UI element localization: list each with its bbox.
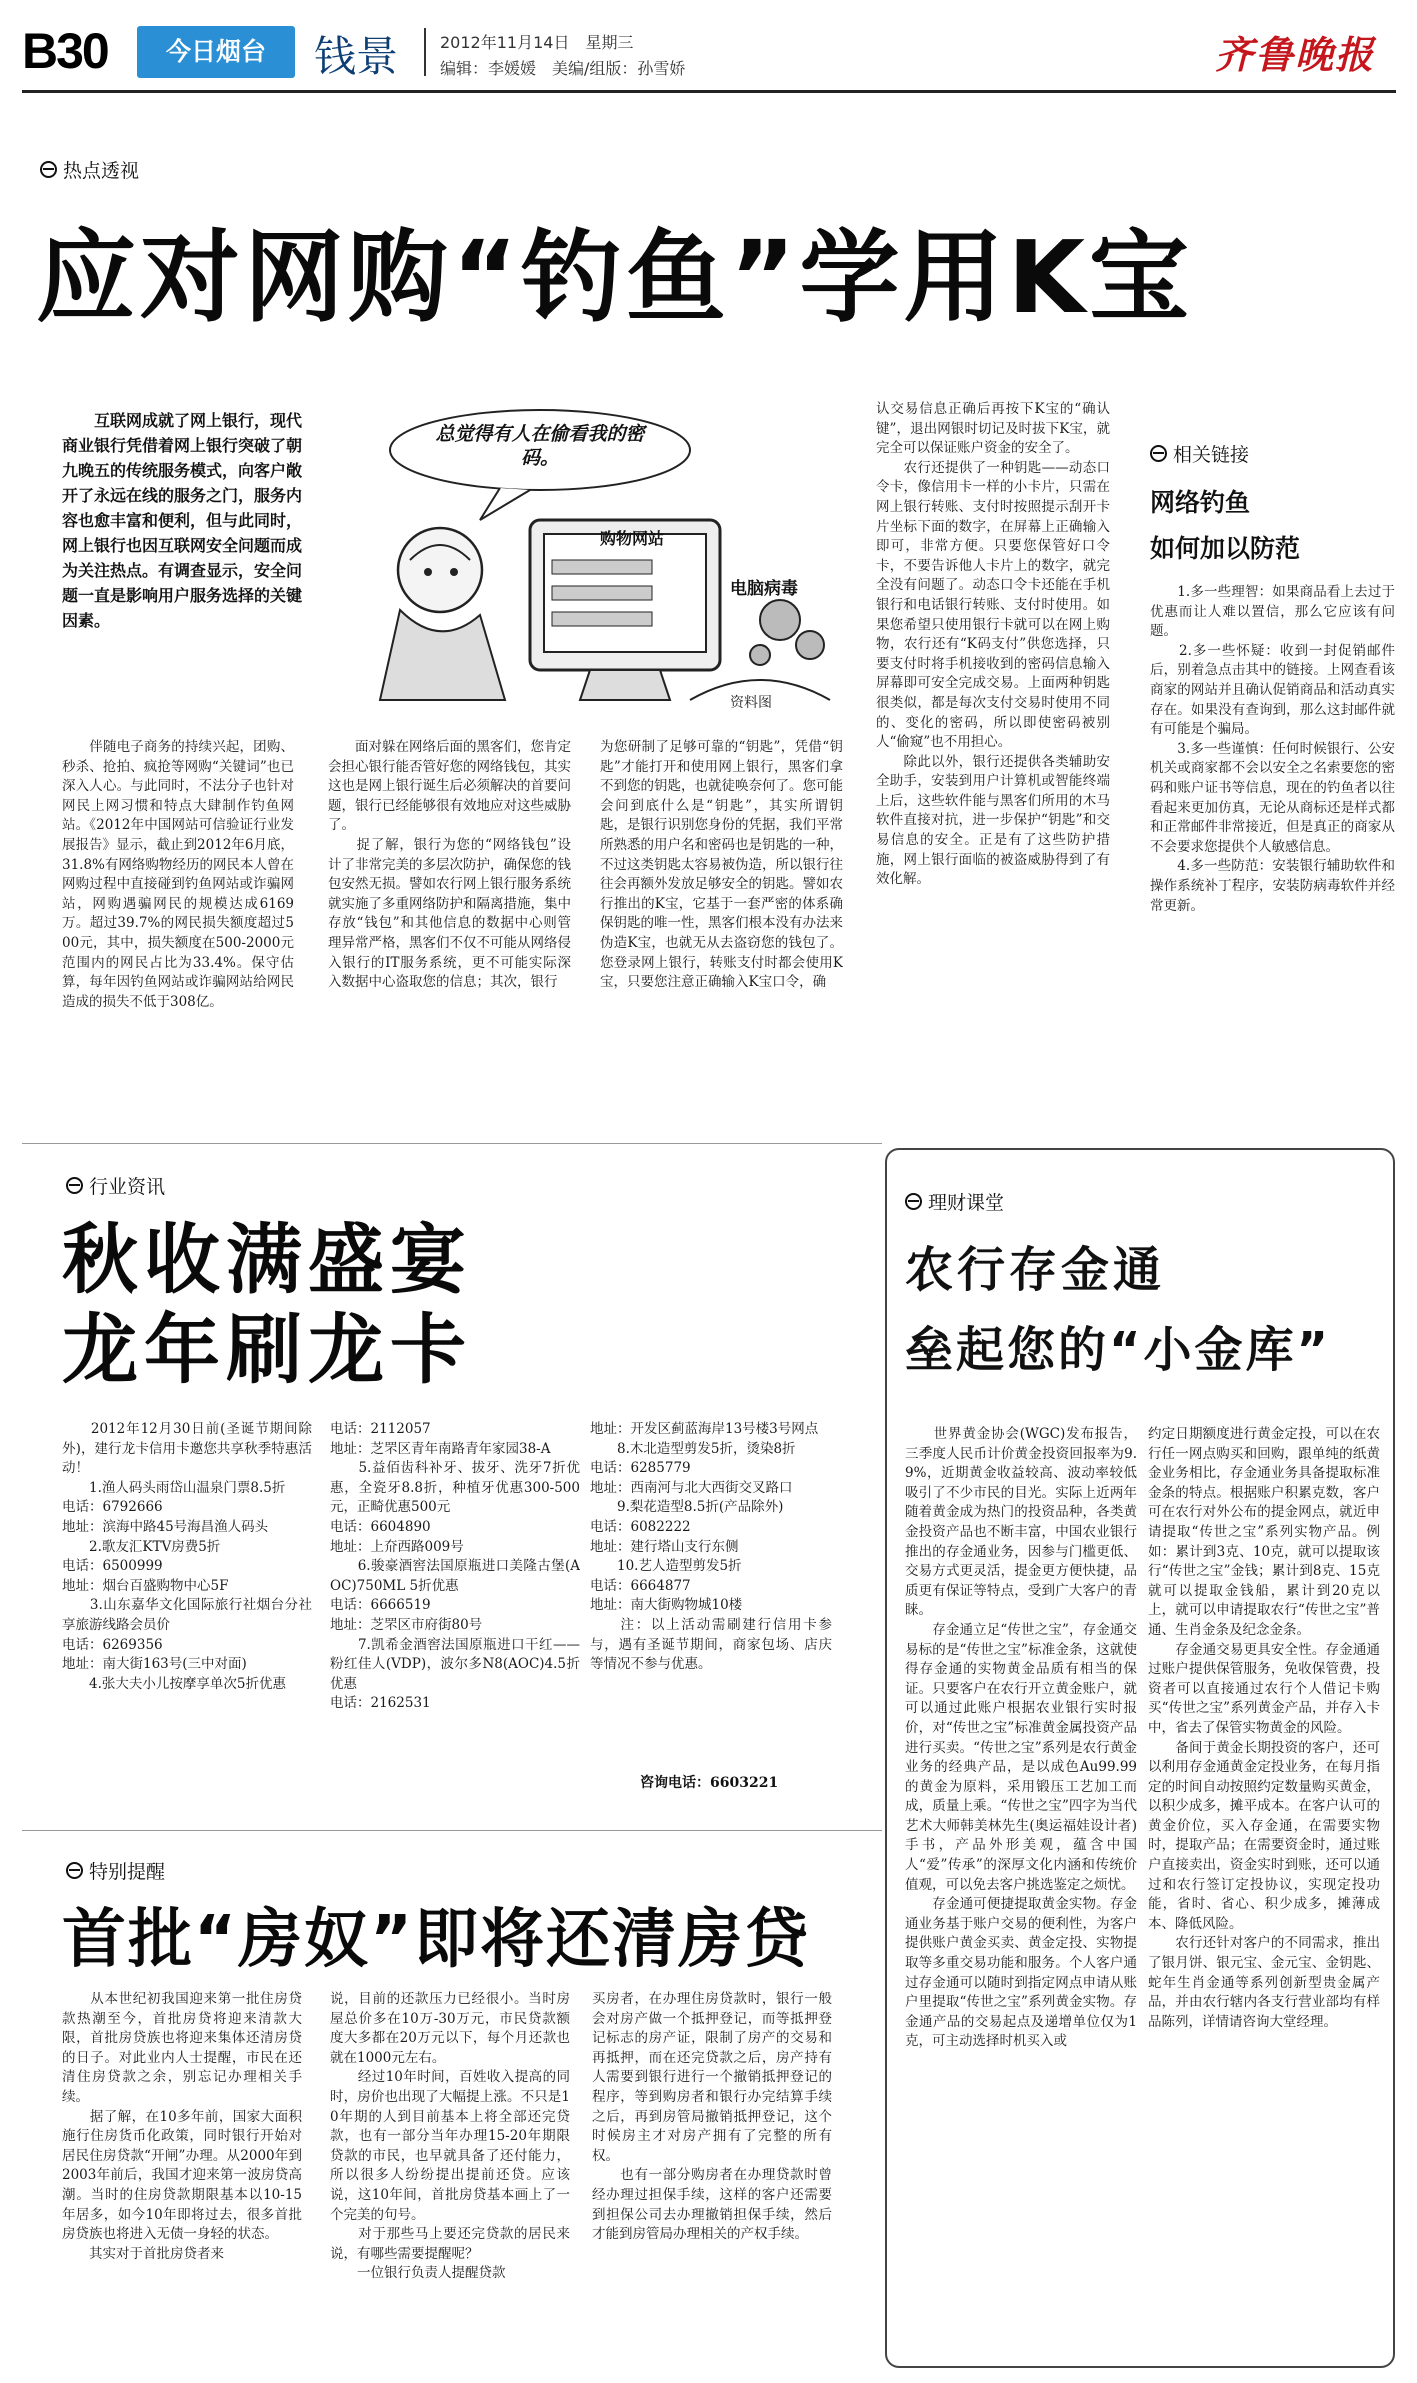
- headline-gold-1: 农行存金通: [905, 1242, 1166, 1298]
- editors-line: 编辑：李媛媛 美编/组版：孙雪娇: [440, 59, 686, 78]
- section-bullet-icon: [66, 1177, 83, 1194]
- section-label-text: 行业资讯: [89, 1176, 166, 1198]
- article2-col3: 地址：开发区蓟蓝海岸13号楼3号网点 8.木北造型剪发5折，烫染8折 电话：6285779 地址：西南河与北大西街交叉路口 9.梨花造型8.5折(产品除外) 电话：6082222 地址：建行塔山支行东侧 10.艺人造型剪发5折 电话：6664877 地址：南大街购物城10楼 注：以上活动需刷建行信用卡参与，遇有圣诞节期间，商家包场、店庆等情况不参与优惠。: [590, 1421, 832, 1673]
- section-bullet-icon: [905, 1193, 922, 1210]
- page-header: [0, 0, 1417, 95]
- article1-col-top3: 认交易信息正确后再按下K宝的“确认键”，退出网银时切记及时拔下K宝，就完全可以保证账户资金的安全了。 农行还提供了一种钥匙——动态口令卡，像信用卡一样的小卡片，只需在网上银行转账、支付时按照提示刮开卡片坐标下面的数字，在屏幕上正确输入即可，非常方便。只要您保管好口令卡，不要告诉他人卡片上的数字，就完全没有问题了。动态口令卡还能在手机银行和电话银行转账、支付时使用。如果您希望只使用银行卡就可以在网上购物，农行还有“K码支付”供您选择，只要支付时将手机接收到的密码信息输入屏幕即可安全完成交易。上面两种钥匙很类似，都是每次支付交易时使用不同的、变化的密码，所以即使密码被别人“偷窥”也不用担心。 除此以外，银行还提供各类辅助安全助手，安装到用户计算机或智能终端上后，这些软件能与黑客们所用的木马软件直接对抗，进一步保护“钥匙”和交易信息的安全。正是有了这些防护措施，网上银行面临的被盗威胁得到了有效化解。: [876, 401, 1110, 888]
- article1-bottom-rule: [22, 1143, 882, 1144]
- issue-date: 2012年11月14日 星期三: [440, 33, 634, 52]
- article1-col2: 面对躲在网络后面的黑客们，您肯定会担心银行能否管好您的网络钱包，其实这也是网上银行诞生后必须解决的首要问题，银行已经能够很有效地应对这些威胁了。 捉了解，银行为您的“网络钱包”设计了非常完美的多层次防护，确保您的钱包安然无损。譬如农行网上银行服务系统就实施了多重网络防护和隔离措施，集中存放“钱包”和其他信息的数据中心则管理异常严格，黑客们不仅不可能从网络侵入银行的IT服务系统，更不可能实际深入数据中心盗取您的信息；其次，银行: [328, 739, 571, 991]
- article2-bottom-rule: [22, 1830, 882, 1831]
- headline-mortgage: 首批“房奴”即将还清房贷: [62, 1903, 811, 1977]
- header-rule: [22, 90, 1396, 93]
- headline-gold-2: 垒起您的“小金库”: [905, 1322, 1332, 1378]
- cartoon-virus-text: 电脑病毒: [730, 579, 798, 599]
- sidebar-section-label: [1150, 440, 1395, 467]
- section-label-hot: [40, 156, 139, 183]
- article1-col1: 伴随电子商务的持续兴起，团购、秒杀、抢拍、疯抢等网购“关键词”也已深入人心。与此同时，不法分子也针对网民上网习惯和特点大肆制作钓鱼网站。《2012年中国网站可信验证行业发展报告》显示，截止到2012年6月底，31.8%有网络购物经历的网民本人曾在网购过程中直接碰到钓鱼网站或诈骗网站，网购遇骗网民的规模达成6169万。超过39.7%的网民损失额度超过500元，其中，损失额度在500-2000元范围内的网民占比为33.4%。保守估算，每年因钓鱼网站或诈骗网站给网民造成的损失不低于308亿。: [62, 739, 294, 1010]
- sidebar-related-links: [1150, 440, 1395, 1130]
- headline-autumn-1: 秋收满盛宴: [62, 1215, 472, 1304]
- sidebar-body: 1.多一些理智：如果商品看上去过于优惠而让人难以置信，那么它应该有问题。 2.多一些怀疑：收到一封促销邮件后，别着急点击其中的链接。上网查看该商家的网站并且确认促销商品和活动真实存在。如果没有查询到，那么这封邮件就有可能是个骗局。 3.多一些谨慎：任何时候银行、公安机关或商家都不会以安全之名索要您的密码和账户证书等信息，现在的钓鱼者以往看起来更加仿真，无论从商标还是样式都和正常邮件非常接近，但是真正的商家从不会要求您提供个人敏感信息。 4.多一些防范：安装银行辅助软件和操作系统补丁程序，安装防病毒软件并经常更新。: [1150, 584, 1395, 914]
- article2-contact: 咨询电话：6603221: [640, 1775, 779, 1791]
- sidebar-title-1: 网络钓鱼: [1150, 488, 1251, 517]
- cartoon-bubble-text: 总觉得有人在偷看我的密码。: [435, 423, 645, 469]
- article4-col1: 从本世纪初我国迎来第一批住房贷款热潮至今，首批房贷将迎来清款大限，首批房贷族也将迎来集体还清房贷的日子。对此业内人士提醒，市民在还清住房贷款之余，别忘记办理相关手续。 据了解，在10多年前，国家大面积施行住房货币化政策，同时银行开始对居民住房贷款“开闸”办理。从2000年到2003年前后，我国才迎来第一波房贷高潮。当时的住房贷款期限基本以10-15年居多，如今10年即将过去，很多首批房贷族也将进入无债一身轻的状态。 其实对于首批房贷者来: [62, 1991, 302, 2262]
- column-name: 钱景: [314, 32, 399, 81]
- section-label-industry: [66, 1172, 165, 1199]
- article3-col1: 世界黄金协会(WGC)发布报告，三季度人民币计价黄金投资回报率为9.9%，近期黄金收益较高、波动率较低吸引了不少市民的目光。实际上近两年随着黄金成为热门的投资品种，各类黄金投资产品也不断丰富，中国农业银行推出的存金通业务，因参与门槛更低、交易方式更灵活，提金更方便快捷，品质更有保证等特点，受到广大客户的青睐。 存金通立足“传世之宝”，存金通交易标的是“传世之宝”标准金条，这就使得存金通的实物黄金品质有相当的保证。只要客户在农行开立黄金账户，就可以通过此账户根据农业银行实时报价，对“传世之宝”标准黄金属投资产品进行买卖。“传世之宝”系列是农行黄金业务的经典产品，是以成色Au99.99的黄金为原料，采用锻压工艺加工而成，质量上乘。“传世之宝”四字为当代艺术大师韩美林先生(奥运福娃设计者)手书，产品外形美观，蕴含中国人“爱”传承”的深厚文化内涵和传统价值观，可以免去客户挑选鉴定之烦忧。 存金通可便捷提取黄金实物。存金通业务基于账户交易的便利性，为客户提供账户黄金买卖、黄金定投、实物提取等多重交易功能和服务。个人客户通过存金通可以随时到指定网点申请从账户里提取“传世之宝”系列黄金实物。存金通产品的交易起点及递增单位仅为1克，可主动选择时机买入或: [905, 1426, 1137, 2050]
- cartoon-screen-text: 购物网站: [600, 529, 665, 548]
- section-label-finance: [905, 1188, 1004, 1215]
- section-label-text: 理财课堂: [928, 1192, 1005, 1214]
- section-label-text: 热点透视: [63, 160, 140, 182]
- section-bullet-icon: [40, 161, 57, 178]
- section-tag: [137, 26, 295, 78]
- article4-col2: 说，目前的还款压力已经很小。当时房屋总价多在10万-30万元，市民贷款额度大多都在20万元以下，每个月还款也就在1000元左右。 经过10年时间，百姓收入提高的同时，房价也出现了大幅提上涨。不只是10年期的人到目前基本上将全部还完贷款，也有一部分当年办理15-20年期限贷款的市民，也早就具备了还付能力，所以很多人纷纷提出提前还贷。应该说，这10年间，首批房贷基本画上了一个完美的句号。 对于那些马上要还完贷款的居民来说，有哪些需要提醒呢？ 一位银行负责人提醒贷款: [330, 1991, 570, 2282]
- article2-col1: 2012年12月30日前(圣诞节期间除外)，建行龙卡信用卡邀您共享秋季特惠活动！ 1.渔人码头雨岱山温泉门票8.5折 电话：6792666 地址：滨海中路45号海昌渔人码头 2.歌友汇KTV房费5折 电话：6500999 地址：烟台百盛购物中心5F 3.山东嘉华文化国际旅行社烟台分社享旅游线路会员价 电话：6269356 地址：南大街163号(三中对面) 4.张大夫小儿按摩享单次5折优惠: [62, 1421, 312, 1692]
- headline-autumn-2: 龙年刷龙卡: [62, 1305, 472, 1394]
- article3-col2: 约定日期额度进行黄金定投，可以在农行任一网点购买和回购，跟单纯的纸黄金业务相比，存金通业务具备提取标准金条的特点。根据账户积累克数，客户可在农行对外公布的提金网点，就近申请提取“传世之宝”系列实物产品。例如：累计到3克、10克，就可以提取该行“传世之宝”金钱；累计到8克、15克就可以提取金钱船，累计到20克以上，就可以申请提取农行“传世之宝”普通、生肖金条及纪念金条。 存金通交易更具安全性。存金通通过账户提供保管服务，免收保管费，投资者可以直接通过农行个人借记卡购买“传世之宝”系列黄金产品，并存入卡中，省去了保管实物黄金的风险。 备间于黄金长期投资的客户，还可以利用存金通黄金定投业务，在每月指定的时间自动按照约定数量购买黄金，以积少成多，摊平成本。在客户认可的黄金价位，买入存金通，在需要实物时，提取产品；在需要资金时，通过账户直接卖出，资金实时到账，还可以通过和农行签订定投协议，实现定投功能，省时、省心、积少成多，摊薄成本、降低风险。 农行还针对客户的不同需求，推出了银月饼、银元宝、金元宝、金钥匙、蛇年生肖金通等系列创新型贵金属产品，并由农行辖内各支行营业部均有样品陈列，详情请咨询大堂经理。: [1148, 1426, 1380, 2030]
- article1-col3: 为您研制了足够可靠的“钥匙”，凭借“钥匙”才能打开和使用网上银行，黑客们拿不到您的钥匙，也就徒唤奈何了。您可能会问到底什么是“钥匙”，其实所谓钥匙，是银行识别您身份的凭据，我们平常所熟悉的用户名和密码也是钥匙的一种，不过这类钥匙太容易被伪造，所以银行往往会再额外发放足够安全的钥匙。譬如农行推出的K宝，它基于一套严密的体系确保钥匙的唯一性，黑客们根本没有办法来伪造K宝，也就无从去盗窃您的钱包了。您登录网上银行，转账支付时都会使用K宝，只要您注意正确输入K宝口令，确: [600, 739, 843, 991]
- article2-col2: 电话：2112057 地址：芝罘区青年南路青年家园38-A 5.益佰齿科补牙、拔牙、洗牙7折优惠，全瓷牙8.8折，种植牙优惠300-500元，正畸优惠500元 电话：6604890 地址：上夼西路009号 6.骏豪酒窖法国原瓶进口美隆古堡(AOC)750ML 5折优惠 电话：6666519 地址：芝罘区市府街80号 7.凯希金酒窖法国原瓶进口干红——粉红佳人(VDP)，波尔多N8(AOC)4.5折优惠 电话：2162531: [330, 1421, 580, 1712]
- article1-lead: 互联网成就了网上银行，现代商业银行凭借着网上银行突破了朝九晚五的传统服务模式，向客户敞开了永远在线的服务之门，服务内容也愈丰富和便利，但与此同时，网上银行也因互联网安全问题而成为关注热点。有调查显示，安全问题一直是影响用户服务选择的关键因素。: [62, 411, 302, 630]
- article4-col3: 买房者，在办理住房贷款时，银行一般会对房产做一个抵押登记，而等抵押登记标志的房产证，限制了房产的交易和再抵押，而在还完贷款之后，房产持有人需要到银行进行一个撤销抵押登记的程序，等到购房者和银行办完结算手续之后，再到房管局撤销抵押登记，这个时候房主才对房产拥有了完整的所有权。 也有一部分购房者在办理贷款时曾经办理过担保手续，这样的客户还需要到担保公司去办理撤销担保手续，然后才能到房管局办理相关的产权手续。: [592, 1991, 832, 2243]
- cartoon-illustration: [330, 400, 860, 720]
- newspaper-logo: 齐鲁晚报: [1215, 32, 1376, 77]
- header-divider: [424, 28, 426, 76]
- headline-main: 应对网购“钓鱼”学用K宝: [36, 219, 1193, 336]
- image-caption: 资料图: [730, 695, 772, 711]
- sidebar-section-text: 相关链接: [1173, 444, 1250, 466]
- section-bullet-icon: [66, 1862, 83, 1879]
- section-tag-label: 今日烟台: [165, 37, 266, 66]
- section-bullet-icon: [1150, 445, 1167, 462]
- section-label-text: 特别提醒: [89, 1861, 166, 1883]
- section-label-reminder: [66, 1857, 165, 1884]
- sidebar-title-2: 如何加以防范: [1150, 534, 1301, 563]
- page-number: B30: [22, 23, 108, 79]
